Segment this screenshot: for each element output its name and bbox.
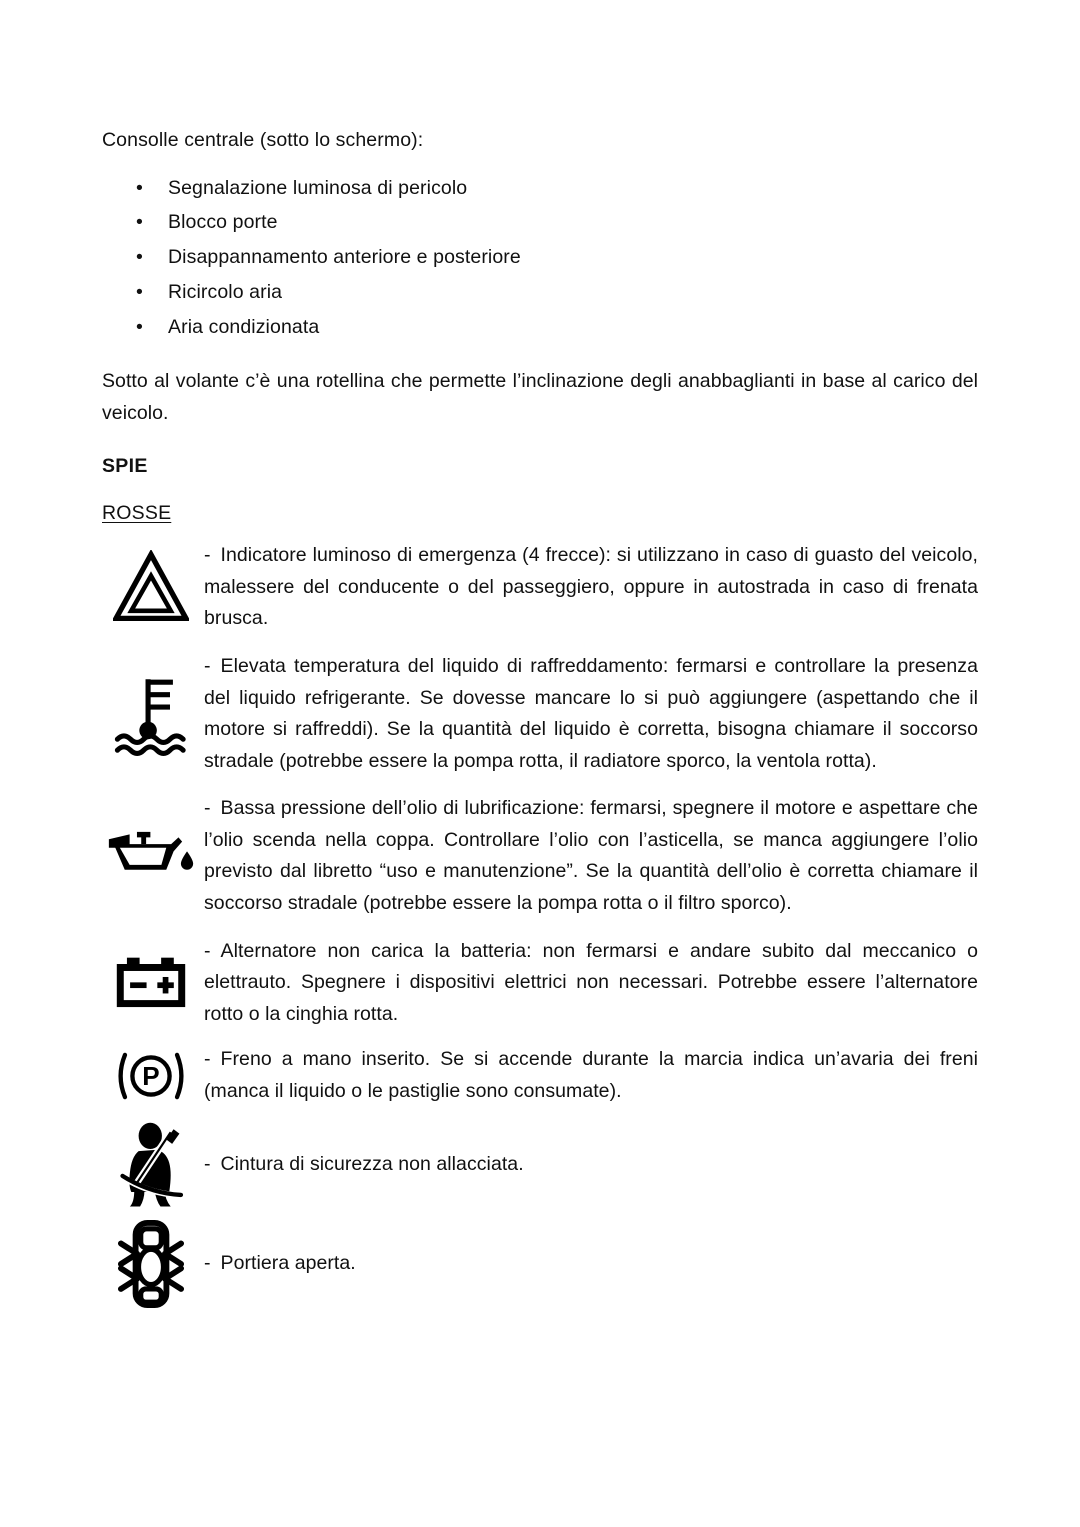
warning-light-row-door-open [102, 1218, 978, 1310]
bullet-icon: • [136, 280, 143, 303]
steering-wheel-paragraph: Sotto al volante c’è una rotellina che permette l’inclinazione degli anabbaglianti in base al carico del veicolo. [102, 370, 978, 424]
dash-marker: - [204, 544, 211, 567]
warning-light-description: Bassa pressione dell’olio di lubrificazione: fermarsi, spegnere il motore e aspettare che l’olio scenda nella coppa. Controllare l’olio con l’asticella, se manca aggiungere l’olio previsto dal libretto “uso e manutenzione”. Se la quantità dell’olio è corretta chiamare il soccorso stradale (potrebbe essere la pompa rotta o il filtro sporco). [204, 797, 978, 915]
dash-marker: - [204, 939, 211, 962]
intro-line: Consolle centrale (sotto lo schermo): [102, 129, 424, 151]
console-items-list [102, 176, 978, 341]
bullet-icon: • [136, 246, 143, 269]
list-item-label: Ricircolo aria [168, 280, 283, 303]
warning-light-description: Indicatore luminoso di emergenza (4 frecce): si utilizzano in caso di guasto del veicolo, malessere del conducente o del passeggiero, oppure in autostrada in caso di frenata brusca. [204, 544, 978, 630]
warning-light-row-seatbelt [102, 1122, 978, 1208]
hazard-warning-triangle-icon [102, 550, 200, 626]
parking-brake-icon [102, 1045, 200, 1107]
svg-text:P: P [142, 1060, 160, 1091]
list-item [102, 315, 978, 341]
bullet-icon: • [136, 176, 143, 199]
door-open-icon [102, 1218, 200, 1310]
list-item [102, 176, 978, 202]
warning-light-text [200, 793, 978, 919]
list-item [102, 210, 978, 236]
list-item-label: Disappannamento anteriore e posteriore [168, 246, 521, 269]
list-item [102, 245, 978, 271]
warning-light-row-hazard [102, 540, 978, 635]
warning-light-text [200, 540, 978, 635]
subsection-heading-rosse: ROSSE [102, 501, 172, 524]
dash-marker: - [204, 1048, 211, 1071]
warning-light-text [200, 1149, 978, 1181]
oil-pressure-icon [102, 827, 200, 885]
warning-light-row-coolant-temperature [102, 651, 978, 777]
warning-light-row-battery [102, 936, 978, 1031]
section-heading-spie: SPIE [102, 454, 148, 477]
dash-marker: - [204, 1251, 211, 1274]
list-item [102, 280, 978, 306]
dash-marker: - [204, 1152, 211, 1175]
battery-alternator-icon [102, 955, 200, 1011]
dash-marker: - [204, 654, 211, 677]
warning-light-text [200, 1044, 978, 1107]
coolant-temperature-icon [102, 672, 200, 756]
seatbelt-icon [102, 1122, 200, 1208]
warning-light-description: Elevata temperatura del liquido di raffreddamento: fermarsi e controllare la presenza del liquido refrigerante. Se dovesse mancare lo si può aggiungere (aspettando che il motore si raffreddi). Se la quantità del liquido è corretta, bisogna chiamare il soccorso stradale (potrebbe essere la pompa rotta, il radiatore sporco, la ventola rotta). [204, 654, 978, 772]
dash-marker: - [204, 797, 211, 820]
bullet-icon: • [136, 211, 143, 234]
warning-light-row-oil-pressure [102, 793, 978, 919]
warning-light-text [200, 936, 978, 1031]
bullet-icon: • [136, 315, 143, 338]
warning-light-description: Portiera aperta. [220, 1251, 356, 1274]
list-item-label: Blocco porte [168, 211, 278, 234]
warning-light-text [200, 651, 978, 777]
warning-light-text [200, 1248, 978, 1280]
warning-light-row-parking-brake [102, 1044, 978, 1107]
warning-light-description: Freno a mano inserito. Se si accende durante la marcia indica un’avaria dei freni (manca il liquido o le pastiglie sono consumate). [204, 1048, 978, 1102]
warning-light-description: Cintura di sicurezza non allacciata. [220, 1152, 524, 1175]
list-item-label: Segnalazione luminosa di pericolo [168, 176, 468, 199]
warning-light-description: Alternatore non carica la batteria: non fermarsi e andare subito dal meccanico o elettrauto. Spegnere i dispositivi elettrici non necessari. Potrebbe essere l’alternatore rotto o la cinghia rotta. [204, 939, 978, 1025]
list-item-label: Aria condizionata [168, 315, 320, 338]
